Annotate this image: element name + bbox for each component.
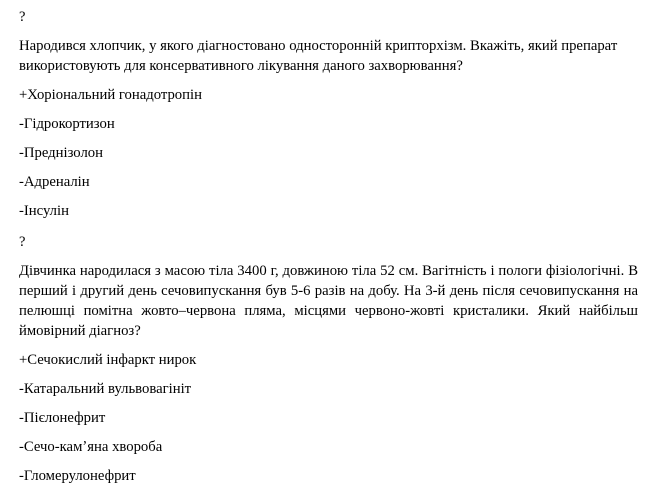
answer-option-1-5[interactable]: -Інсулін xyxy=(19,203,69,219)
answer-option-1-3[interactable]: -Преднізолон xyxy=(19,145,103,161)
answer-option-2-1[interactable]: +Сечокислий інфаркт нирок xyxy=(19,352,197,368)
answer-option-2-2[interactable]: -Катаральний вульвовагініт xyxy=(19,381,192,397)
question-separator-1: ? xyxy=(19,9,26,25)
question-stem-2: Дівчинка народилася з масою тіла 3400 г, довжиною тіла 52 см. Вагітність і пологи фізіологічні. В перший і другий день сечовипускання був 5-6 разів на добу. На 3-й день після сечовипускання на пелюшці помітна жовто–червона пляма, місцями червоно-жовті кристалики. Який найбільш ймовірний діагноз? xyxy=(19,263,638,339)
question-block-2 xyxy=(19,232,638,486)
question-block-1 xyxy=(19,7,638,221)
answer-option-1-4[interactable]: -Адреналін xyxy=(19,174,90,190)
question-separator-2: ? xyxy=(19,234,26,250)
answer-option-2-4[interactable]: -Сечо-камʼяна хвороба xyxy=(19,439,163,455)
answer-option-1-1[interactable]: +Хоріональний гонадотропін xyxy=(19,87,202,103)
answer-option-1-2[interactable]: -Гідрокортизон xyxy=(19,116,115,132)
answer-option-2-3[interactable]: -Пієлонефрит xyxy=(19,410,106,426)
question-stem-1: Народився хлопчик, у якого діагностовано односторонній крипторхізм. Вкажіть, який препарат використовують для консервативного лікування даного захворювання? xyxy=(19,38,618,74)
answer-option-2-5[interactable]: -Гломерулонефрит xyxy=(19,468,136,484)
